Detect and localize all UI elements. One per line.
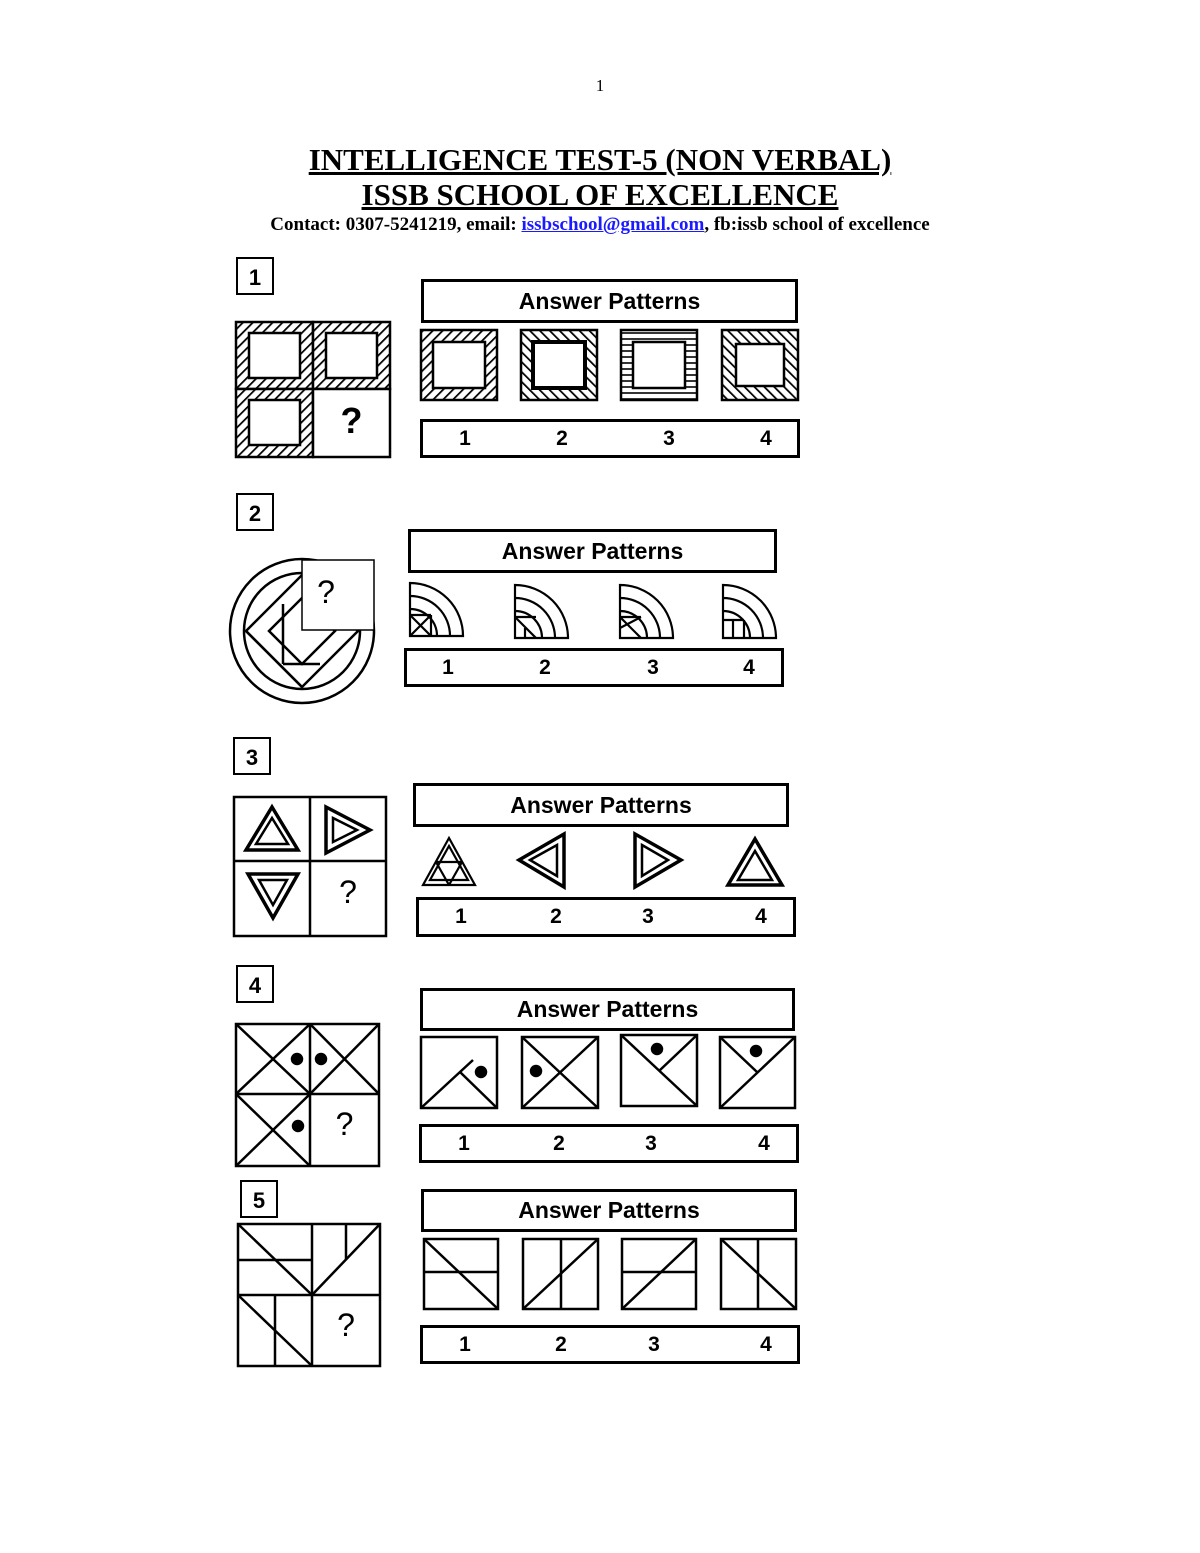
email-link[interactable]: issbschool@gmail.com bbox=[521, 214, 705, 235]
q2-option-1[interactable]: 1 bbox=[442, 655, 454, 679]
q5-problem-figure bbox=[238, 1224, 380, 1366]
q1-option-4[interactable]: 4 bbox=[760, 426, 772, 450]
q2-option-2-figure bbox=[515, 585, 568, 638]
q2-answer-header: Answer Patterns bbox=[408, 529, 777, 573]
q3-missing-mark: ? bbox=[339, 874, 357, 910]
q3-problem-figure bbox=[234, 797, 386, 936]
q4-option-2-figure bbox=[522, 1037, 598, 1108]
q5-option-1-figure bbox=[424, 1239, 498, 1309]
q3-option-4-figure bbox=[728, 839, 782, 885]
q5-option-2-figure bbox=[523, 1239, 598, 1309]
q1-option-3[interactable]: 3 bbox=[663, 426, 675, 450]
question-2-number: 2 bbox=[236, 493, 274, 531]
q2-missing-mark: ? bbox=[317, 574, 335, 610]
q4-option-3[interactable]: 3 bbox=[645, 1131, 657, 1155]
q5-option-3-figure bbox=[622, 1239, 696, 1309]
question-5-number: 5 bbox=[240, 1180, 278, 1218]
question-4-number: 4 bbox=[236, 965, 274, 1003]
q1-option-2-figure bbox=[521, 330, 597, 400]
q5-option-1[interactable]: 1 bbox=[459, 1332, 471, 1356]
q5-option-3[interactable]: 3 bbox=[648, 1332, 660, 1356]
q2-option-4-figure bbox=[723, 585, 776, 638]
q5-option-4[interactable]: 4 bbox=[760, 1332, 772, 1356]
q3-option-numbers bbox=[416, 897, 796, 937]
q1-option-3-figure bbox=[621, 330, 697, 400]
q3-option-2[interactable]: 2 bbox=[550, 905, 562, 928]
q4-option-2[interactable]: 2 bbox=[553, 1131, 565, 1155]
q1-option-1-figure bbox=[421, 330, 497, 400]
q3-answer-header: Answer Patterns bbox=[413, 783, 789, 827]
q2-option-4[interactable]: 4 bbox=[743, 655, 755, 679]
q5-option-4-figure bbox=[721, 1239, 796, 1309]
q2-option-1-figure bbox=[410, 583, 463, 636]
q3-option-3-figure bbox=[635, 834, 681, 887]
q1-missing-mark: ? bbox=[340, 400, 363, 441]
q3-option-4[interactable]: 4 bbox=[755, 905, 767, 928]
q1-option-4-figure bbox=[722, 330, 798, 400]
q2-option-3-figure bbox=[620, 585, 673, 638]
q4-option-4-figure bbox=[720, 1037, 795, 1108]
page-number: 1 bbox=[595, 76, 605, 95]
test-title: INTELLIGENCE TEST-5 (NON VERBAL) bbox=[308, 142, 892, 177]
q3-option-1-figure bbox=[423, 838, 475, 885]
q2-option-numbers bbox=[404, 648, 784, 687]
q1-option-1[interactable]: 1 bbox=[459, 426, 471, 450]
q4-option-1-figure bbox=[421, 1037, 497, 1108]
q4-option-numbers bbox=[419, 1124, 799, 1163]
q4-answer-header: Answer Patterns bbox=[420, 988, 795, 1031]
question-3-number: 3 bbox=[233, 737, 271, 775]
q5-option-2[interactable]: 2 bbox=[555, 1332, 567, 1356]
q4-option-1[interactable]: 1 bbox=[458, 1131, 470, 1155]
q2-option-2[interactable]: 2 bbox=[539, 655, 551, 679]
q5-missing-mark: ? bbox=[337, 1307, 355, 1343]
q4-problem-figure bbox=[236, 1024, 379, 1166]
q4-option-4[interactable]: 4 bbox=[758, 1131, 770, 1155]
contact-suffix: , fb:issb school of excellence bbox=[704, 214, 930, 235]
q5-answer-header: Answer Patterns bbox=[421, 1189, 797, 1232]
school-title: ISSB SCHOOL OF EXCELLENCE bbox=[361, 177, 839, 212]
q4-missing-mark: ? bbox=[335, 1106, 354, 1142]
q5-option-numbers bbox=[420, 1325, 800, 1364]
q1-answer-header: Answer Patterns bbox=[421, 279, 798, 323]
contact-prefix: Contact: 0307-5241219, email: bbox=[270, 214, 522, 235]
q3-option-3[interactable]: 3 bbox=[642, 905, 654, 928]
q2-option-3[interactable]: 3 bbox=[647, 655, 659, 679]
q3-option-1[interactable]: 1 bbox=[455, 905, 467, 928]
q3-option-2-figure bbox=[519, 834, 564, 887]
q4-option-3-figure bbox=[621, 1035, 697, 1106]
q1-option-numbers bbox=[420, 419, 800, 458]
question-1-number: 1 bbox=[236, 257, 274, 295]
q1-option-2[interactable]: 2 bbox=[556, 426, 568, 450]
